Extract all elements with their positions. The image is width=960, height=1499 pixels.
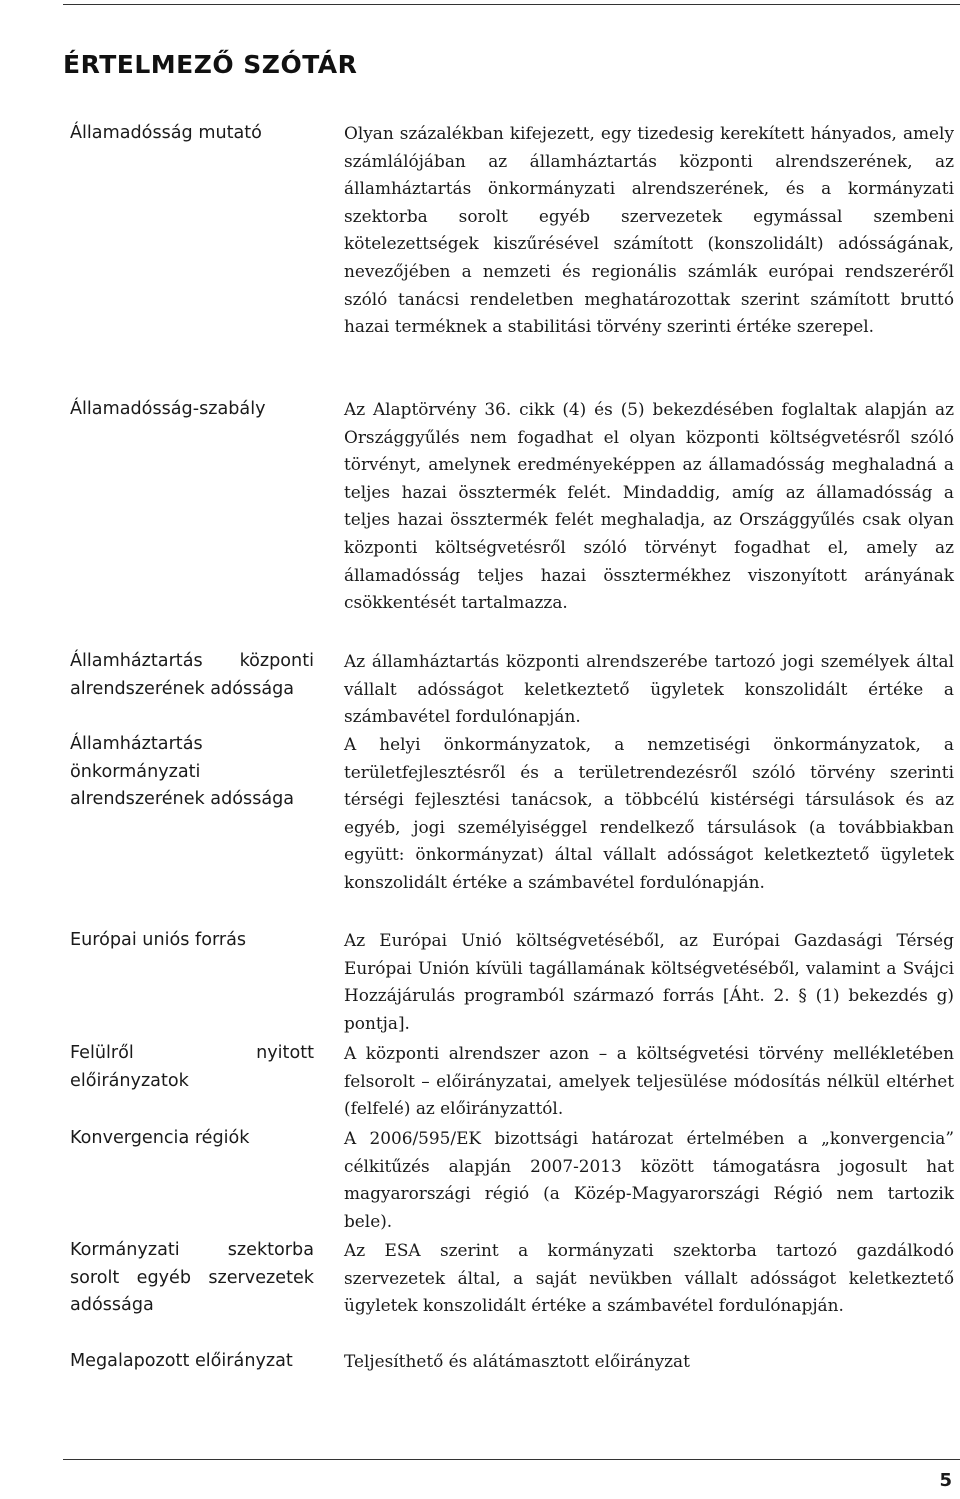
- page-number: 5: [939, 1470, 952, 1491]
- term-definition: Az államháztartás központi alrendszerébe tartozó jogi személyek által vállalt adósságot keletkeztető ügyletek konszolidált értéke a számbavétel fordulónapján.: [344, 651, 954, 727]
- term-label: Kormányzati szektorba sorolt egyéb szervezetek adóssága: [70, 1240, 314, 1316]
- term-definition: Olyan százalékban kifejezett, egy tizedesig kerekített hányados, amely számlálójában az államháztartás központi alrendszerének, az államháztartás önkormányzati alrendszerének, és a kormányzati szektorba sorolt egyéb szervezetek egymással szembeni kötelezettségek kiszűrésével számított (konszolidált) adósságának, nevezőjében a nemzeti és regionális számlák európai rendszeréről szóló tanácsi rendeletben meghatározottak szerint számított bruttó hazai terméknek a stabilitási törvény szerinti értéke szerepel.: [344, 123, 954, 337]
- term-label: Államadósság mutató: [70, 123, 262, 143]
- top-rule: [63, 4, 960, 5]
- term-definition: Az Európai Unió költségvetéséből, az Európai Gazdasági Térség Európai Unión kívüli tagállamának költségvetéséből, valamint a Svájci Hozzájárulás programból származó forrás [Áht. 2. § (1) bekezdés g) pontja].: [344, 930, 954, 1033]
- term-definition: A helyi önkormányzatok, a nemzetiségi önkormányzatok, a területfejlesztésről és a területrendezésről szóló törvény szerinti térségi fejlesztési tanácsok, a többcélú kistérségi társulások és az egyéb, jogi személyiséggel rendelkező társulások (a továbbiakban együtt: önkormányzat) által vállalt adósságot keletkeztető ügyletek konszolidált értéke a számbavétel fordulónapján.: [344, 734, 954, 892]
- term-label: Megalapozott előirányzat: [70, 1351, 293, 1371]
- term-label: Felülről nyitott előirányzatok: [70, 1043, 314, 1091]
- term-definition: A központi alrendszer azon – a költségvetési törvény mellékletében felsorolt – előirányzatai, amelyek teljesülése módosítás nélkül eltérhet (felfelé) az előirányzattól.: [344, 1043, 954, 1119]
- term-label: Konvergencia régiók: [70, 1128, 250, 1148]
- term-label: Államháztartás önkormányzati alrendszerének adóssága: [70, 734, 295, 810]
- bottom-rule: [63, 1459, 960, 1460]
- page-title: ÉRTELMEZŐ SZÓTÁR: [63, 50, 358, 79]
- term-definition: Az Alaptörvény 36. cikk (4) és (5) bekezdésében foglaltak alapján az Országgyűlés nem fogadhat el olyan központi költségvetésről szóló törvényt, amelynek eredményeképpen az államadósság meghaladná a teljes hazai össztermék felét. Mindaddig, amíg az államadósság a teljes hazai össztermék felét meghaladja, az Országgyűlés csak olyan központi költségvetésről szóló törvényt fogadhat el, amely az államadósság teljes hazai össztermékhez viszonyított arányának csökkentését tartalmazza.: [344, 399, 954, 613]
- term-label: Államadósság-szabály: [70, 399, 266, 419]
- term-definition: Az ESA szerint a kormányzati szektorba tartozó gazdálkodó szervezetek által, a saját nevükben vállalt adósságot keletkeztető ügyletek konszolidált értéke a számbavétel fordulónapján.: [344, 1240, 954, 1316]
- term-definition: A 2006/595/EK bizottsági határozat értelmében a „konvergencia” célkitűzés alapján 2007-2013 között támogatásra jogosult hat magyarországi régió (a Közép-Magyarországi Régió nem tartozik bele).: [344, 1128, 954, 1231]
- term-definition: Teljesíthető és alátámasztott előirányzat: [344, 1351, 690, 1371]
- term-label: Államháztartás központi alrendszerének adóssága: [70, 651, 314, 699]
- term-label: Európai uniós forrás: [70, 930, 247, 950]
